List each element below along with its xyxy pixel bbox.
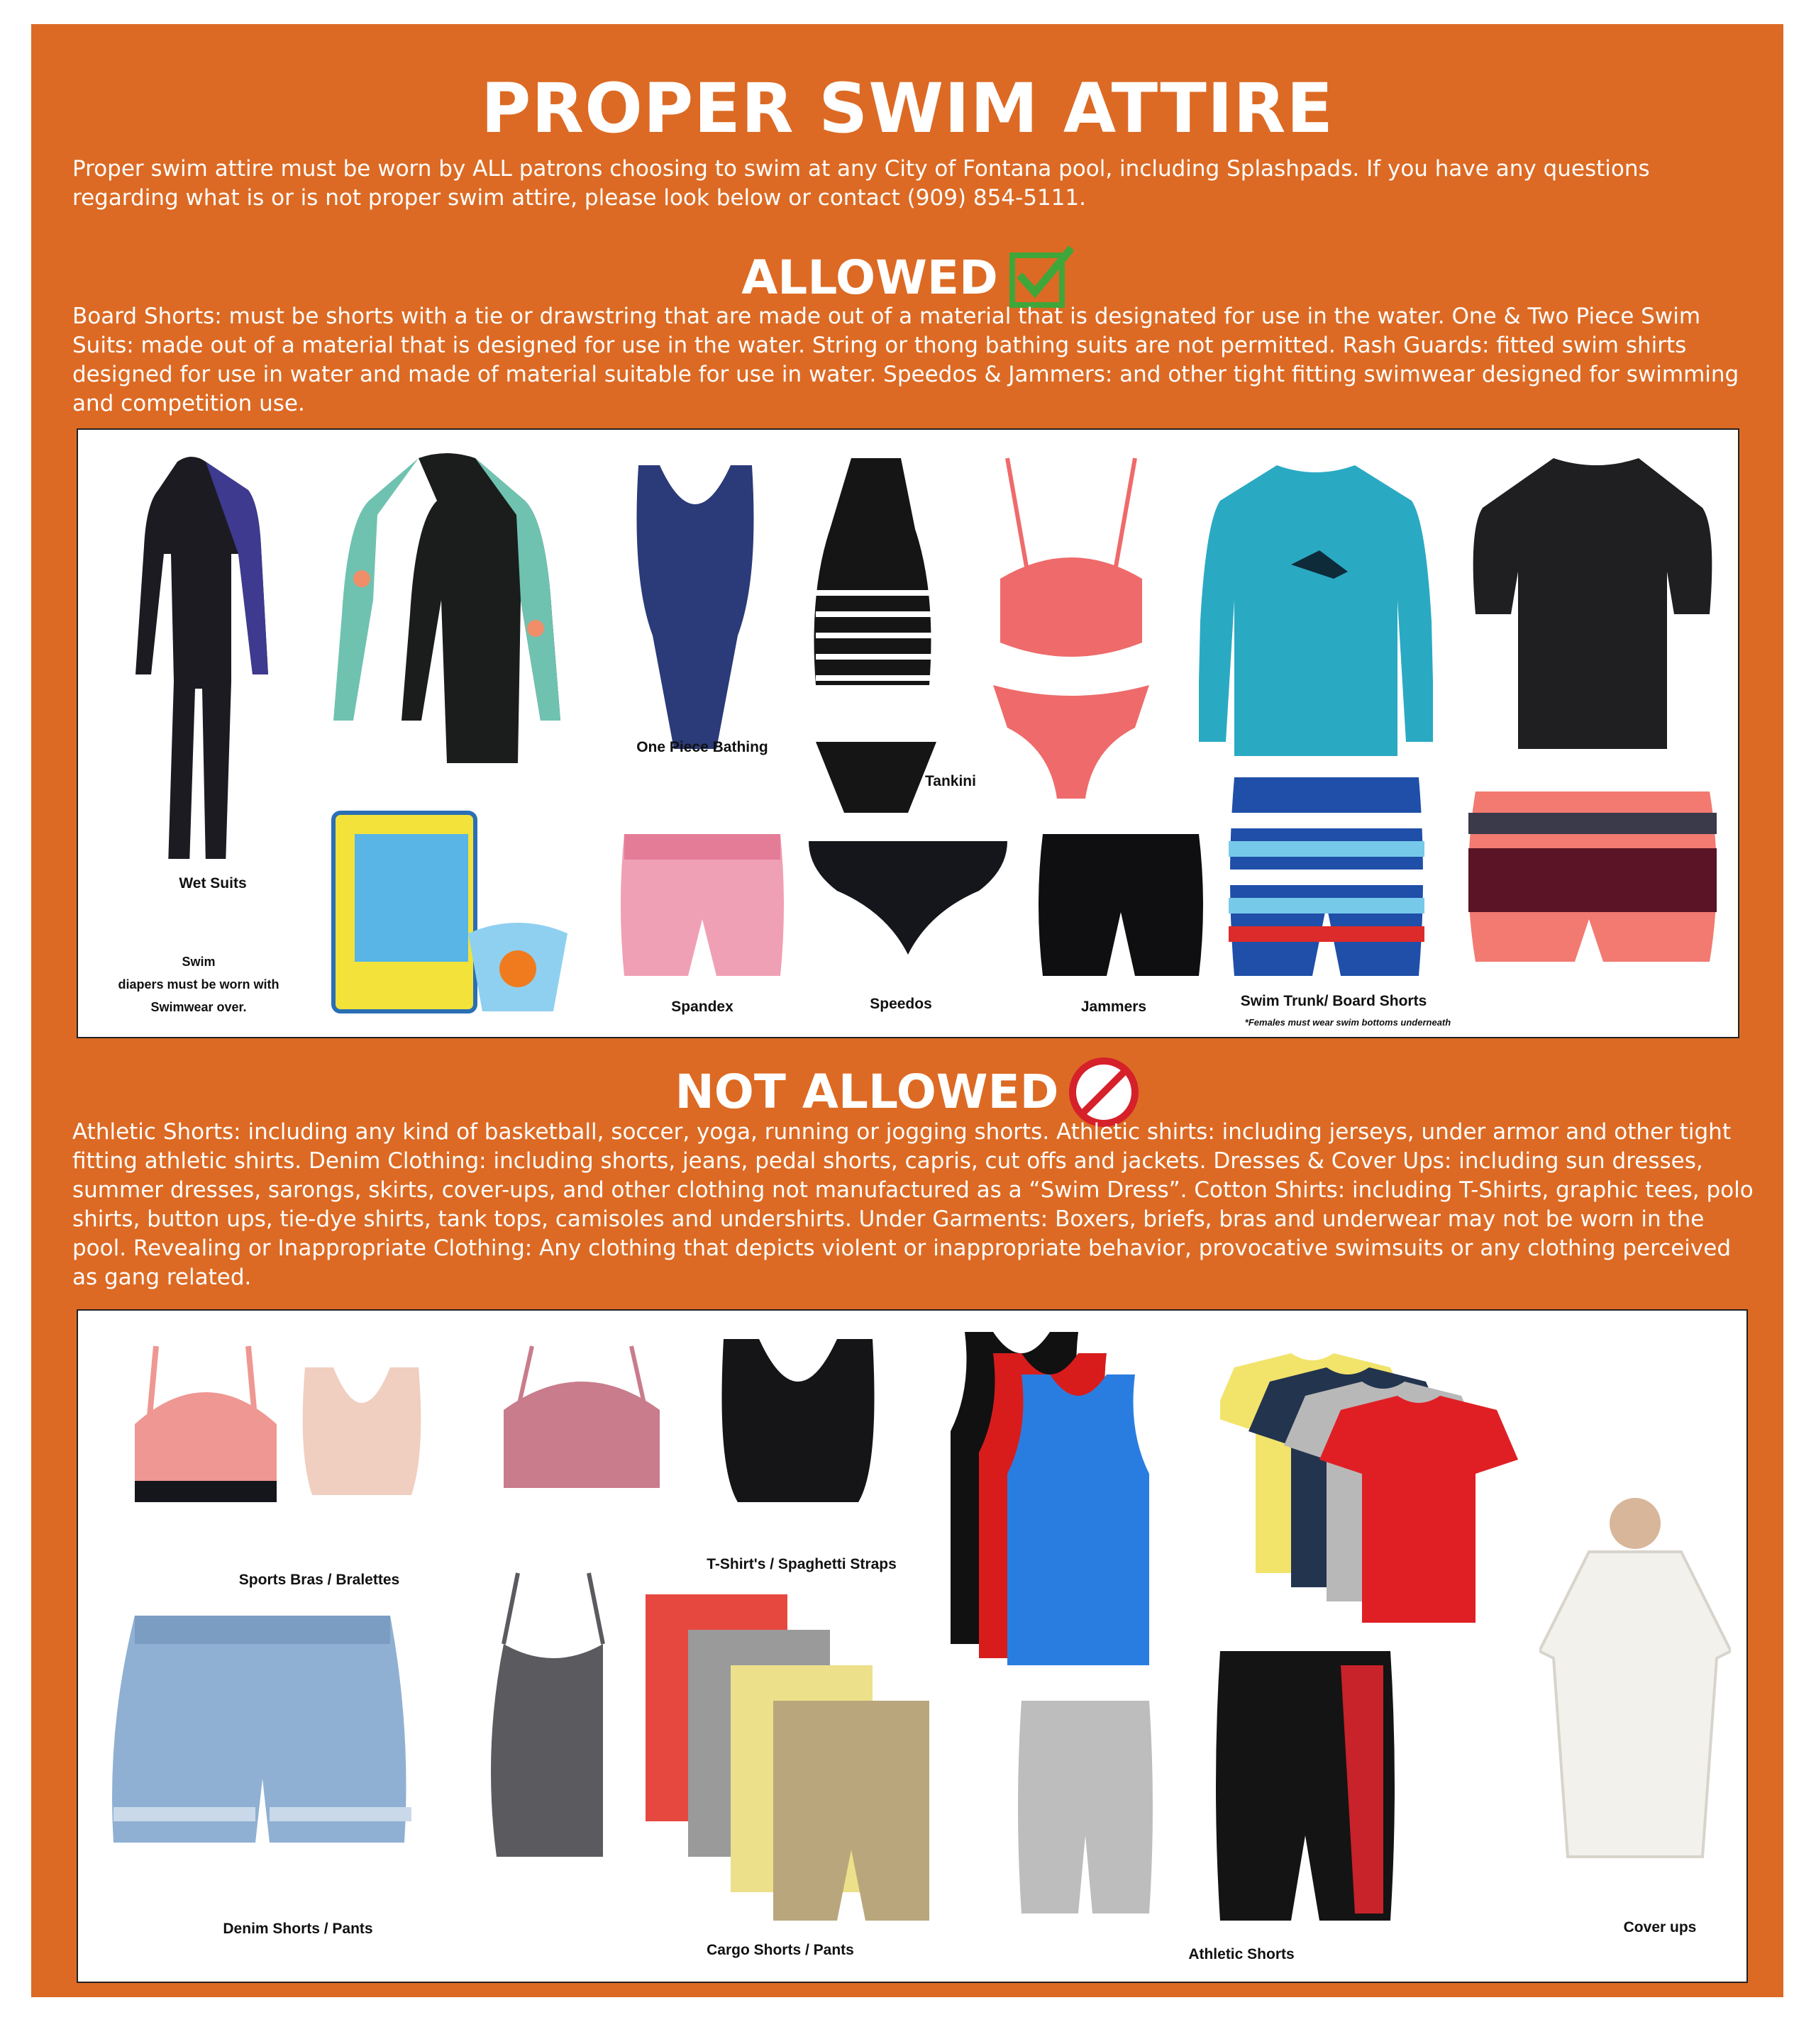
- not-allowed-label: NOT ALLOWED: [675, 1065, 1059, 1119]
- prohibited-icon: [1068, 1057, 1139, 1128]
- jammers-image: [1029, 827, 1213, 983]
- page-title: PROPER SWIM ATTIRE: [480, 69, 1334, 148]
- spandex-label: Spandex: [671, 999, 733, 1015]
- speedos-label: Speedos: [870, 996, 932, 1012]
- one-piece-image: [624, 458, 766, 756]
- board-shorts-note: *Females must wear swim bottoms underneath: [1244, 1017, 1451, 1028]
- cargo-shorts-image: [631, 1587, 958, 1928]
- basketball-shorts-image: [1213, 1644, 1397, 1928]
- cover-up-image: [1539, 1495, 1731, 1864]
- swim-diapers-label-1: Swim: [182, 955, 216, 969]
- compression-shirt-image: [1468, 451, 1724, 777]
- tankini-image: [802, 451, 951, 827]
- spandex-image: [610, 820, 794, 983]
- black-sports-bra-image: [709, 1332, 887, 1509]
- checkmark-icon: [1008, 245, 1073, 311]
- not-allowed-heading: [31, 1057, 1783, 1128]
- athletic-shorts-grey-image: [1014, 1694, 1156, 1921]
- tank-tops-image: [951, 1318, 1185, 1672]
- sports-bra-image: [121, 1339, 284, 1509]
- bikini-image: [986, 444, 1156, 799]
- board-shorts-striped-image: [1220, 770, 1433, 983]
- denim-label: Denim Shorts / Pants: [223, 1921, 373, 1937]
- not-allowed-panel: [77, 1309, 1748, 1983]
- tshirts-straps-label: T-Shirt's / Spaghetti Straps: [707, 1556, 897, 1572]
- camisole-image: [475, 1566, 631, 1864]
- tankini-label: Tankini: [925, 773, 976, 789]
- wet-suit-image: [114, 448, 270, 859]
- cover-ups-label: Cover ups: [1623, 1919, 1697, 1935]
- allowed-panel: [77, 428, 1739, 1038]
- poster: [31, 24, 1783, 1997]
- board-shorts-womens-image: [1461, 784, 1724, 969]
- cargo-label: Cargo Shorts / Pants: [707, 1942, 854, 1958]
- tshirts-image: [1220, 1339, 1518, 1637]
- allowed-description: Board Shorts: must be shorts with a tie or drawstring that are made out of a material that is designated for use in the water. One & Two Piece Swim Suits: made out of a material that is designed for use in the water. String or thong bathing suits are not permitted. Rash Guards: fitted swim shirts designed for use in water and made of material suitable for use in water. Speedos & Jammers: and other tight fitting swimwear designed for swimming and competition use.: [72, 304, 1739, 416]
- intro-text: Proper swim attire must be worn by ALL patrons choosing to swim at any City of Fontana pool, including Splashpads. If you have any questions regarding what is or is not proper swim attire, please look below or contact (909) 854-5111.: [72, 156, 1650, 211]
- one-piece-label: One Piece Bathing: [636, 739, 768, 755]
- floral-wetsuit-image: [333, 451, 560, 784]
- lace-bralette-image: [489, 1339, 674, 1495]
- not-allowed-description: Athletic Shorts: including any kind of basketball, soccer, yoga, running or jogging shorts. Athletic shirts: including jerseys, under armor and other tight fitting athletic shirts. Denim Clothing: including shorts, jeans, pedal shorts, capris, cut offs and jackets. Dresses & Cover Ups: including sun dresses, summer dresses, sarongs, skirts, cover-ups, and other clothing not manufactured as a “Swim Dress”. Cotton Shirts: including T-Shirts, graphic tees, polo shirts, button ups, tie-dye shirts, tank tops, camisoles and undershirts. Under Garments: Boxers, briefs, bras and underwear may not be worn in the pool. Revealing or Inappropriate Clothing: Any clothing that depicts violent or inappropriate behavior, provocative swimsuits or any clothing perceived as gang related.: [72, 1119, 1754, 1290]
- swim-diapers-label-2: diapers must be worn with: [118, 977, 279, 992]
- jammers-label: Jammers: [1080, 999, 1147, 1015]
- swim-diapers-image: [326, 806, 582, 1018]
- wet-suits-label: Wet Suits: [179, 875, 247, 892]
- rash-guard-image: [1199, 458, 1433, 770]
- athletic-shorts-label: Athletic Shorts: [1188, 1946, 1295, 1962]
- board-shorts-label: Swim Trunk/ Board Shorts: [1240, 993, 1427, 1009]
- allowed-heading: [31, 245, 1783, 311]
- halter-bralette-image: [291, 1346, 433, 1516]
- allowed-label: ALLOWED: [741, 250, 998, 305]
- sports-bras-label: Sports Bras / Bralettes: [238, 1572, 400, 1588]
- speedos-image: [802, 834, 1014, 955]
- swim-diapers-label-3: Swimwear over.: [150, 1000, 247, 1014]
- denim-shorts-image: [99, 1601, 426, 1857]
